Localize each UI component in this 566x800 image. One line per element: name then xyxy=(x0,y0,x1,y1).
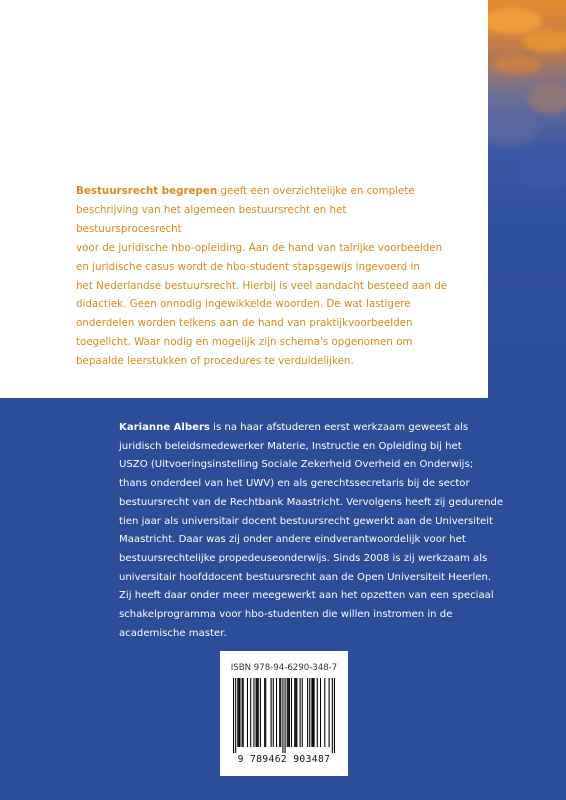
barcode-bar xyxy=(288,678,289,747)
barcode-bar xyxy=(258,678,259,747)
barcode-bar xyxy=(280,678,281,747)
author-name: Karianne Albers xyxy=(119,422,210,433)
barcode-bar xyxy=(265,678,266,747)
barcode-bar xyxy=(329,678,330,747)
barcode-bar xyxy=(289,678,290,747)
decorative-side-strip xyxy=(488,0,566,398)
barcode-bar xyxy=(250,678,251,747)
bio-line: thans onderdeel van het UWV) en als gerechtssecretaris bij de sector xyxy=(119,478,470,490)
blurb-line: toegelicht. Waar nodig en mogelijk zijn schema's opgenomen om xyxy=(76,336,413,349)
bio-line: USZO (Uitvoeringsinstelling Sociale Zekerheid Overheid en Onderwijs; xyxy=(119,459,474,471)
barcode-bar xyxy=(237,678,238,747)
barcode-bar xyxy=(320,678,321,747)
blurb-line: geeft een overzichtelijke en complete xyxy=(217,185,415,197)
barcode-bar xyxy=(309,678,310,747)
barcode-bar xyxy=(273,678,274,747)
bio-line: Maastricht. Daar was zij onder andere eindverantwoordelijk voor het xyxy=(119,534,466,546)
blurb-line: beschrijving van het algemeen bestuursrecht en het bestuursprocesrecht xyxy=(76,203,347,235)
blurb-line: en juridische casus wordt de hbo-student stapsgewijs ingevoerd in xyxy=(76,260,420,273)
bio-line: academische master. xyxy=(119,627,227,639)
isbn-label: ISBN 978-94-6290-348-7 xyxy=(230,663,338,673)
barcode-bar xyxy=(314,678,315,747)
bio-line: is na haar afstuderen eerst werkzaam geweest als xyxy=(209,422,469,433)
barcode-bar xyxy=(312,678,313,747)
barcode-bar xyxy=(285,678,286,753)
barcode-box xyxy=(220,651,348,776)
barcode-bar xyxy=(332,678,333,753)
barcode-bar xyxy=(239,678,240,747)
barcode-bar xyxy=(300,678,301,747)
blurb-line: didactiek. Geen onnodig ingewikkelde woorden. De wat lastigere xyxy=(76,298,411,311)
bio-line: schakelprogramma voor hbo-studenten die willen instromen in de xyxy=(119,609,453,621)
barcode-bar xyxy=(307,678,308,747)
barcode-bar xyxy=(260,678,261,747)
blurb-line: het Nederlandse bestuursrecht. Hierbij is veel aandacht besteed aan de xyxy=(76,279,448,292)
barcode-bar xyxy=(279,678,280,747)
barcode-bar xyxy=(302,678,303,747)
blurb-line: voor de juridische hbo-opleiding. Aan de hand van talrijke voorbeelden xyxy=(76,241,443,254)
barcode-bar xyxy=(287,678,288,747)
barcode-bar xyxy=(235,678,236,753)
barcode-bar xyxy=(294,678,295,747)
barcode-bar xyxy=(238,678,239,747)
barcode-bar xyxy=(282,678,283,753)
barcode-bar xyxy=(334,678,335,753)
barcode-bar xyxy=(291,678,292,747)
barcode-bar xyxy=(276,678,277,747)
barcode-bar xyxy=(295,678,296,747)
barcode-bar xyxy=(324,678,325,747)
book-description xyxy=(76,182,448,371)
blurb-line: bepaalde leerstukken of procedures te verduidelijken. xyxy=(76,355,354,368)
author-bio xyxy=(119,419,527,643)
bio-line: bestuursrecht van de Rechtbank Maastricht. Vervolgens heeft zij gedurende xyxy=(119,496,504,508)
bio-line: tien jaar als universitair docent bestuursrecht gewerkt aan de Universiteit xyxy=(119,515,494,527)
bio-line: Zij heeft daar onder meer meegewerkt aan het opzetten van een speciaal xyxy=(119,590,494,602)
barcode-bar xyxy=(317,678,318,747)
barcode-icon xyxy=(233,678,335,753)
barcode-bar xyxy=(271,678,272,747)
barcode-bar xyxy=(256,678,257,747)
bio-line: universitair hoofddocent bestuursrecht aan de Open Universiteit Heerlen. xyxy=(119,571,492,583)
barcode-bar xyxy=(247,678,248,747)
book-title-inline: Bestuursrecht begrepen xyxy=(76,185,218,197)
barcode-bar xyxy=(264,678,265,747)
barcode-bar xyxy=(311,678,312,747)
barcode-bar xyxy=(242,678,243,747)
barcode-bar xyxy=(233,678,234,753)
barcode-bar xyxy=(253,678,254,747)
bio-line: bestuursrechtelijke propedeuseonderwijs. Sinds 2008 is zij werkzaam als xyxy=(119,552,488,564)
barcode-bar xyxy=(296,678,297,747)
blurb-line: onderdelen worden telkens aan de hand van praktijkvoorbeelden xyxy=(76,317,413,330)
barcode-bar xyxy=(243,678,244,747)
barcode-bar xyxy=(257,678,258,747)
barcode-digits: 9 789462 903487 xyxy=(237,754,331,765)
bio-line: juridisch beleidsmedewerker Materie, Instructie en Opleiding bij het xyxy=(119,440,462,452)
